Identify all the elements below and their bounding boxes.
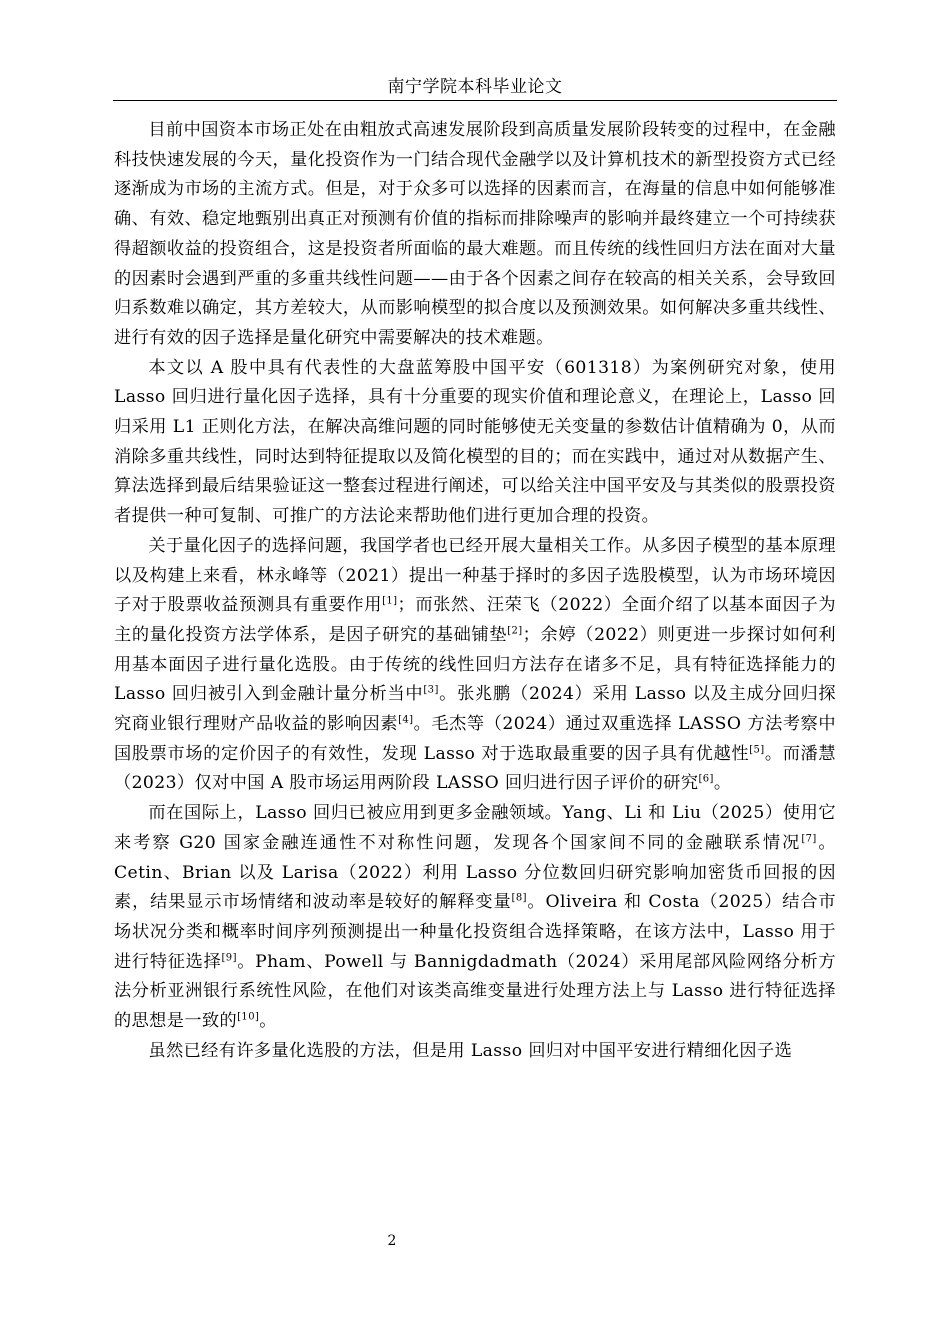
- text-run: 目前中国资本市场正处在由粗放式高速发展阶段到高质量发展阶段转变的过程中，在金融科技快速发展的今天，量化投资作为一门结合现代金融学以及计算机技术的新型投资方式已经逐渐成为市场的主流方式。但是，对于众多可以选择的因素而言，在海量的信息中如何能够准确、有效、稳定地甄别出真正对预测有价值的指标而排除噪声的影响并最终建立一个可持续获得超额收益的投资组合，这是投资者所面临的最大难题。而且传统的线性回归方法在面对大量的因素时会遇到严重的多重共线性问题——由于各个因素之间存在较高的相关关系，会导致回归系数难以确定，其方差较大，从而影响模型的拟合度以及预测效果。如何解决多重共线性、进行有效的因子选择是量化研究中需要解决的技术难题。: [114, 120, 836, 348]
- text-run: 。Pham、Powell 与 Bannigdadmath（2024）采用尾部风险网络分析方法分析亚洲银行系统性风险，在他们对该类高维变量进行处理方法上与 Lasso 进行特征选择的思想是一致的: [114, 951, 836, 1032]
- text-run: ；余婷（2022）则更进一步探讨如何利用基本面因子进行量化选股。由于传统的线性回归方法存在诸多不足，具有特征选择能力的 Lasso 回归被引入到金融计量分析当中: [114, 624, 837, 705]
- citation-4: [4]: [398, 714, 414, 726]
- text-run: ；而张然、汪荣飞（2022）全面介绍了以基本面因子为主的量化投资方法学体系，是因子研究的基础铺垫: [114, 595, 836, 645]
- text-run: 。Oliveira 和 Costa（2025）结合市场状况分类和概率时间序列预测提出一种量化投资组合选择策略，在该方法中，Lasso 用于进行特征选择: [114, 892, 836, 972]
- text-run: 本文以 A 股中具有代表性的大盘蓝筹股中国平安（601318）为案例研究对象，使用 Lasso 回归进行量化因子选择，具有十分重要的现实价值和理论意义，在理论上，Lasso 回归采用 L1 正则化方法，在解决高维问题的同时能够使无关变量的参数估计值精确为 0，从而消除多重共线性，同时达到特征提取以及简化模型的目的；而在实践中，通过对从数据产生、算法选择到最后结果验证这一整套过程进行阐述，可以给关注中国平安及与其类似的股票投资者提供一种可复制、可推广的方法论来帮助他们进行更加合理的投资。: [114, 357, 836, 527]
- citation-7: [7]: [801, 833, 817, 845]
- citation-8: [8]: [511, 892, 527, 904]
- citation-9: [9]: [221, 951, 237, 963]
- header-rule: [113, 100, 837, 101]
- running-header-title: 南宁学院本科毕业论文: [387, 77, 563, 97]
- text-run: 。张兆鹏（2024）采用 Lasso 以及主成分回归探究商业银行理财产品收益的影响因素: [114, 684, 836, 735]
- text-run: 。: [713, 773, 732, 794]
- paragraph-2: [114, 354, 836, 532]
- citation-2: [2]: [507, 625, 523, 637]
- text-run: 。: [259, 1011, 277, 1032]
- text-run: 。而潘慧（2023）仅对中国 A 股市场运用两阶段 LASSO 回归进行因子评价的研究: [114, 743, 836, 794]
- citation-1: [1]: [382, 595, 398, 607]
- paragraph-4: [114, 799, 836, 1037]
- paragraph-1: [114, 116, 836, 354]
- text-run: 。毛杰等（2024）通过双重选择 LASSO 方法考察中国股票市场的定价因子的有效性，发现 Lasso 对于选取最重要的因子具有优越性: [114, 714, 836, 764]
- paragraph-3: [114, 532, 836, 799]
- text-run: 关于量化因子的选择问题，我国学者也已经开展大量相关工作。从多因子模型的基本原理以及构建上来看，林永峰等（2021）提出一种基于择时的多因子选股模型，认为市场环境因子对于股票收益预测具有重要作用: [114, 535, 836, 616]
- paragraph-5: [114, 1037, 836, 1067]
- text-run: 。Cetin、Brian 以及 Larisa（2022）利用 Lasso 分位数回归研究影响加密货币回报的因素，结果显示市场情绪和波动率是较好的解释变量: [114, 832, 836, 913]
- text-run: 而在国际上，Lasso 回归已被应用到更多金融领域。Yang、Li 和 Liu（2025）使用它来考察 G20 国家金融连通性不对称性问题，发现各个国家间不同的金融联系情况: [114, 803, 836, 853]
- citation-10: [10]: [237, 1011, 260, 1023]
- citation-3: [3]: [423, 684, 439, 696]
- citation-5: [5]: [749, 744, 765, 756]
- page-number: 2: [387, 1233, 397, 1249]
- body-text: [114, 116, 836, 1067]
- text-run: 虽然已经有许多量化选股的方法，但是用 Lasso 回归对中国平安进行精细化因子选: [148, 1040, 793, 1061]
- citation-6: [6]: [698, 773, 714, 785]
